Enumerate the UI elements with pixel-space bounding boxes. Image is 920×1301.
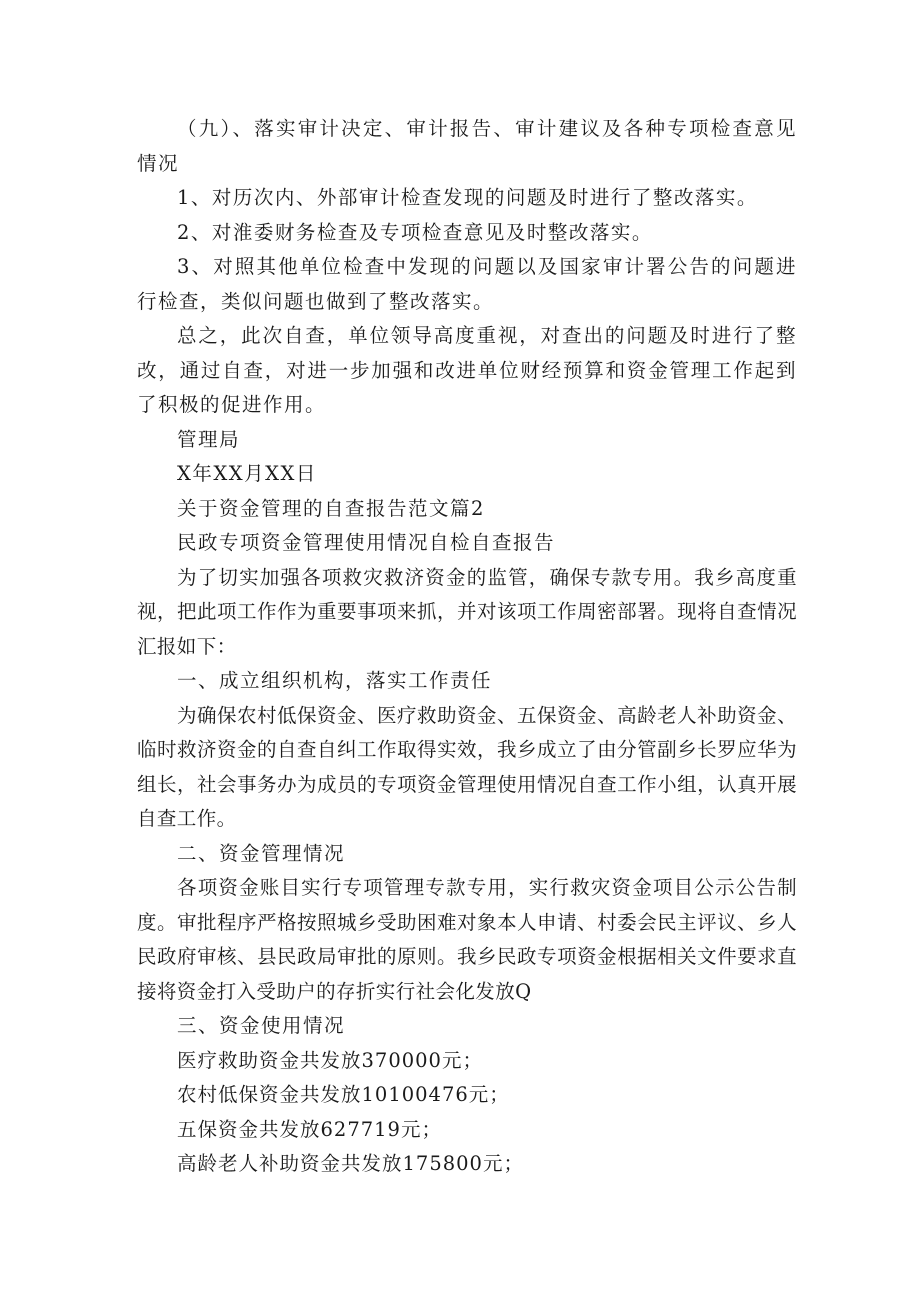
paragraph-section-two-body: 各项资金账目实行专项管理专款专用，实行救灾资金项目公示公告制度。审批程序严格按照城乡受助困难对象本人申请、村委会民主评议、乡人民政府审核、县民政局审批的原则。我乡民政专项资金根据相关文件要求直接将资金打入受助户的存折实行社会化发放Q: [137, 876, 797, 1003]
paragraph-intro: 为了切实加强各项救灾救济资金的监管，确保专款专用。我乡高度重视，把此项工作作为重要事项来抓，并对该项工作周密部署。现将自查情况汇报如下：: [137, 565, 797, 658]
document-body: [137, 112, 797, 1182]
report-title: 民政专项资金管理使用情况自检自查报告: [177, 531, 556, 554]
signature-date: X年XX月XX日: [177, 462, 317, 485]
article-title: 关于资金管理的自查报告范文篇2: [177, 496, 485, 520]
heading-section-one: 一、成立组织机构，落实工作责任: [177, 669, 493, 692]
paragraph-item-3: 3、对照其他单位检查中发现的问题以及国家审计署公告的问题进行检查，类似问题也做到了整改落实。: [137, 255, 797, 313]
funding-rural-subsistence: 农村低保资金共发放10100476元；: [177, 1083, 510, 1106]
paragraph-summary: 总之，此次自查，单位领导高度重视，对查出的问题及时进行了整改，通过自查，对进一步加强和改进单位财经预算和资金管理工作起到了积极的促进作用。: [137, 324, 797, 416]
heading-section-two: 二、资金管理情况: [177, 841, 346, 865]
paragraph-section-nine-heading: （九）、落实审计决定、审计报告、审计建议及各种专项检查意见情况: [137, 117, 797, 175]
funding-medical-aid: 医疗救助资金共发放370000元；: [177, 1048, 483, 1072]
paragraph-item-1: 1、对历次内、外部审计检查发现的问题及时进行了整改落实。: [177, 186, 758, 209]
paragraph-section-one-body: 为确保农村低保资金、医疗救助资金、五保资金、高龄老人补助资金、临时救济资金的自查自纠工作取得实效，我乡成立了由分管副乡长罗应华为组长，社会事务办为成员的专项资金管理使用情况自查工作小组，认真开展自查工作。: [137, 703, 797, 830]
paragraph-item-2: 2、对淮委财务检查及专项检查意见及时整改落实。: [177, 220, 653, 244]
funding-elderly-subsidy: 高龄老人补助资金共发放175800元；: [177, 1152, 524, 1175]
funding-five-guarantees: 五保资金共发放627719元；: [177, 1117, 442, 1141]
heading-section-three: 三、资金使用情况: [177, 1014, 346, 1037]
signature-organization: 管理局: [177, 427, 241, 451]
